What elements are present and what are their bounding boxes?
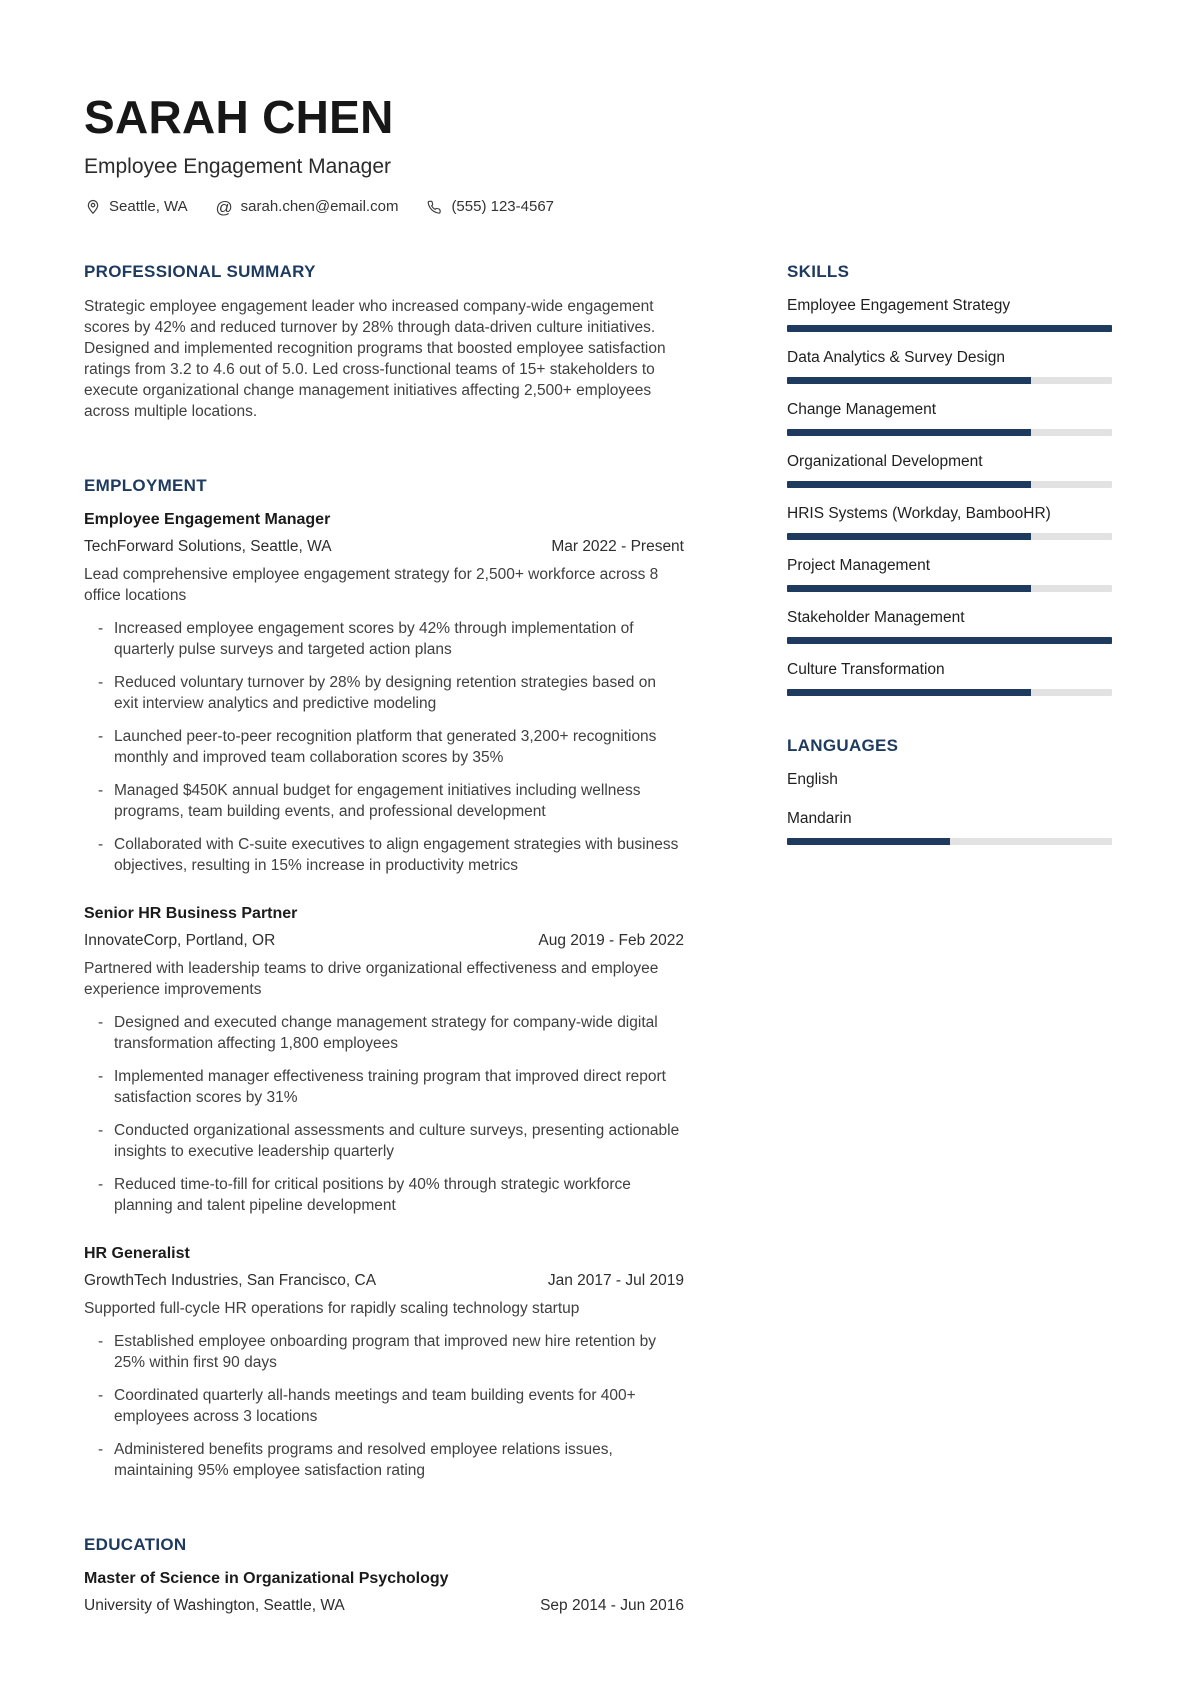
bullet-item: - Launched peer-to-peer recognition platform that generated 3,200+ recognitions monthly and improved team collaboration scores by 35% — [84, 726, 684, 768]
languages-heading: LANGUAGES — [787, 736, 899, 755]
job-title: Senior HR Business Partner — [84, 905, 298, 922]
skill-item — [787, 504, 1112, 540]
bullet-item: - Increased employee engagement scores by 42% through implementation of quarterly pulse surveys and targeted action plans — [84, 618, 684, 660]
skill-bar-fill — [787, 637, 1112, 644]
skill-bar-fill — [787, 689, 1031, 696]
contact-email-text: sarah.chen@email.com — [240, 198, 399, 215]
contact-row — [84, 198, 1112, 216]
sidebar-column — [787, 262, 1112, 865]
skill-bar — [787, 325, 1112, 332]
job-meta-row — [84, 931, 684, 950]
skill-bar — [787, 637, 1112, 644]
skill-label: Employee Engagement Strategy — [787, 297, 1011, 314]
job-entry — [84, 904, 684, 1216]
skill-item — [787, 348, 1112, 384]
skill-label: Culture Transformation — [787, 661, 945, 678]
skill-item — [787, 452, 1112, 488]
skill-label: HRIS Systems (Workday, BambooHR) — [787, 505, 1051, 522]
summary-text: Strategic employee engagement leader who increased company-wide engagement scores by 42% and reduced turnover by 28% through data-driven culture initiatives. Designed and implemented recognition programs that boosted employee satisfaction ratings from 3.2 to 4.6 out of 5.0. Led cross-functional teams of 15+ stakeholders to execute organizational change management initiatives affecting 2,500+ employees across multiple locations. — [84, 298, 666, 420]
job-lead: Supported full-cycle HR operations for rapidly scaling technology startup — [84, 1300, 580, 1317]
skill-bar — [787, 533, 1112, 540]
bullet-item: - Administered benefits programs and resolved employee relations issues, maintaining 95% employee satisfaction rating — [84, 1439, 684, 1481]
skill-label: Organizational Development — [787, 453, 983, 470]
job-lead: Partnered with leadership teams to drive organizational effectiveness and employee experience improvements — [84, 960, 659, 998]
job-title: Employee Engagement Manager — [84, 511, 331, 528]
skill-item — [787, 660, 1112, 696]
skill-bar-fill — [787, 429, 1031, 436]
job-bullets — [84, 618, 684, 876]
job-dates: Jan 2017 - Jul 2019 — [547, 1272, 684, 1289]
contact-phone — [426, 198, 554, 216]
job-dates: Mar 2022 - Present — [551, 538, 684, 555]
contact-location — [84, 198, 188, 216]
skill-item — [787, 608, 1112, 644]
bullet-item: - Established employee onboarding program that improved new hire retention by 25% within first 90 days — [84, 1331, 684, 1373]
language-item — [787, 809, 1112, 845]
resume-header — [84, 91, 1112, 217]
skill-bar-fill — [787, 325, 1112, 332]
bullet-item: - Conducted organizational assessments and culture surveys, presenting actionable insights to executive leadership quarterly — [84, 1120, 684, 1162]
contact-phone-text: (555) 123-4567 — [451, 198, 555, 215]
map-pin-icon — [84, 199, 101, 216]
language-item — [787, 770, 1112, 789]
education-heading: EDUCATION — [84, 1535, 187, 1554]
skill-item — [787, 400, 1112, 436]
language-label: English — [787, 771, 838, 788]
skill-bar-fill — [787, 481, 1031, 488]
at-sign-icon: @ — [215, 197, 233, 217]
job-company: TechForward Solutions, Seattle, WA — [84, 538, 332, 555]
education-meta-row — [84, 1596, 684, 1615]
job-company: GrowthTech Industries, San Francisco, CA — [84, 1272, 377, 1289]
skills-heading: SKILLS — [787, 262, 850, 281]
main-column — [84, 262, 684, 1615]
job-entry — [84, 1244, 684, 1481]
job-entry — [84, 510, 684, 876]
bullet-item: - Coordinated quarterly all-hands meetings and team building events for 400+ employees across 3 locations — [84, 1385, 684, 1427]
job-title: HR Generalist — [84, 1245, 190, 1262]
skills-section — [787, 262, 1112, 696]
bullet-item: - Designed and executed change management strategy for company-wide digital transformation affecting 1,800 employees — [84, 1012, 684, 1054]
employment-heading: EMPLOYMENT — [84, 476, 207, 495]
skill-bar — [787, 429, 1112, 436]
skill-bar-fill — [787, 533, 1031, 540]
skill-bar — [787, 585, 1112, 592]
job-meta-row — [84, 1271, 684, 1290]
job-bullets — [84, 1012, 684, 1216]
skill-label: Stakeholder Management — [787, 609, 965, 626]
skill-item — [787, 296, 1112, 332]
skill-bar — [787, 377, 1112, 384]
bullet-item: - Implemented manager effectiveness training program that improved direct report satisfaction scores by 31% — [84, 1066, 684, 1108]
summary-heading: PROFESSIONAL SUMMARY — [84, 262, 316, 281]
skill-label: Change Management — [787, 401, 937, 418]
language-bar-fill — [787, 838, 950, 845]
job-dates: Aug 2019 - Feb 2022 — [538, 932, 684, 949]
skill-label: Data Analytics & Survey Design — [787, 349, 1005, 366]
job-meta-row — [84, 537, 684, 556]
phone-icon — [426, 199, 443, 216]
language-bar — [787, 838, 1112, 845]
bullet-item: - Reduced time-to-fill for critical positions by 40% through strategic workforce planning and talent pipeline development — [84, 1174, 684, 1216]
job-lead: Lead comprehensive employee engagement strategy for 2,500+ workforce across 8 office locations — [84, 566, 659, 604]
candidate-title: Employee Engagement Manager — [84, 155, 392, 178]
bullet-item: - Reduced voluntary turnover by 28% by designing retention strategies based on exit interview analytics and predictive modeling — [84, 672, 684, 714]
bullet-item: - Collaborated with C-suite executives to align engagement strategies with business objectives, resulting in 15% increase in productivity metrics — [84, 834, 684, 876]
summary-section — [84, 262, 684, 422]
skill-bar — [787, 689, 1112, 696]
education-degree: Master of Science in Organizational Psychology — [84, 1570, 449, 1587]
education-school: University of Washington, Seattle, WA — [84, 1597, 345, 1614]
skill-bar — [787, 481, 1112, 488]
education-dates: Sep 2014 - Jun 2016 — [540, 1597, 684, 1614]
employment-section — [84, 476, 684, 1481]
skill-label: Project Management — [787, 557, 931, 574]
candidate-name: SARAH CHEN — [84, 91, 394, 143]
skill-bar-fill — [787, 377, 1031, 384]
job-bullets — [84, 1331, 684, 1481]
education-section — [84, 1535, 684, 1615]
contact-email — [216, 198, 399, 216]
skill-bar-fill — [787, 585, 1031, 592]
skill-item — [787, 556, 1112, 592]
language-label: Mandarin — [787, 810, 852, 827]
content-columns — [84, 262, 1112, 1615]
languages-section — [787, 736, 1112, 845]
contact-location-text: Seattle, WA — [109, 198, 188, 215]
job-company: InnovateCorp, Portland, OR — [84, 932, 276, 949]
bullet-item: - Managed $450K annual budget for engagement initiatives including wellness programs, team building events, and professional development — [84, 780, 684, 822]
